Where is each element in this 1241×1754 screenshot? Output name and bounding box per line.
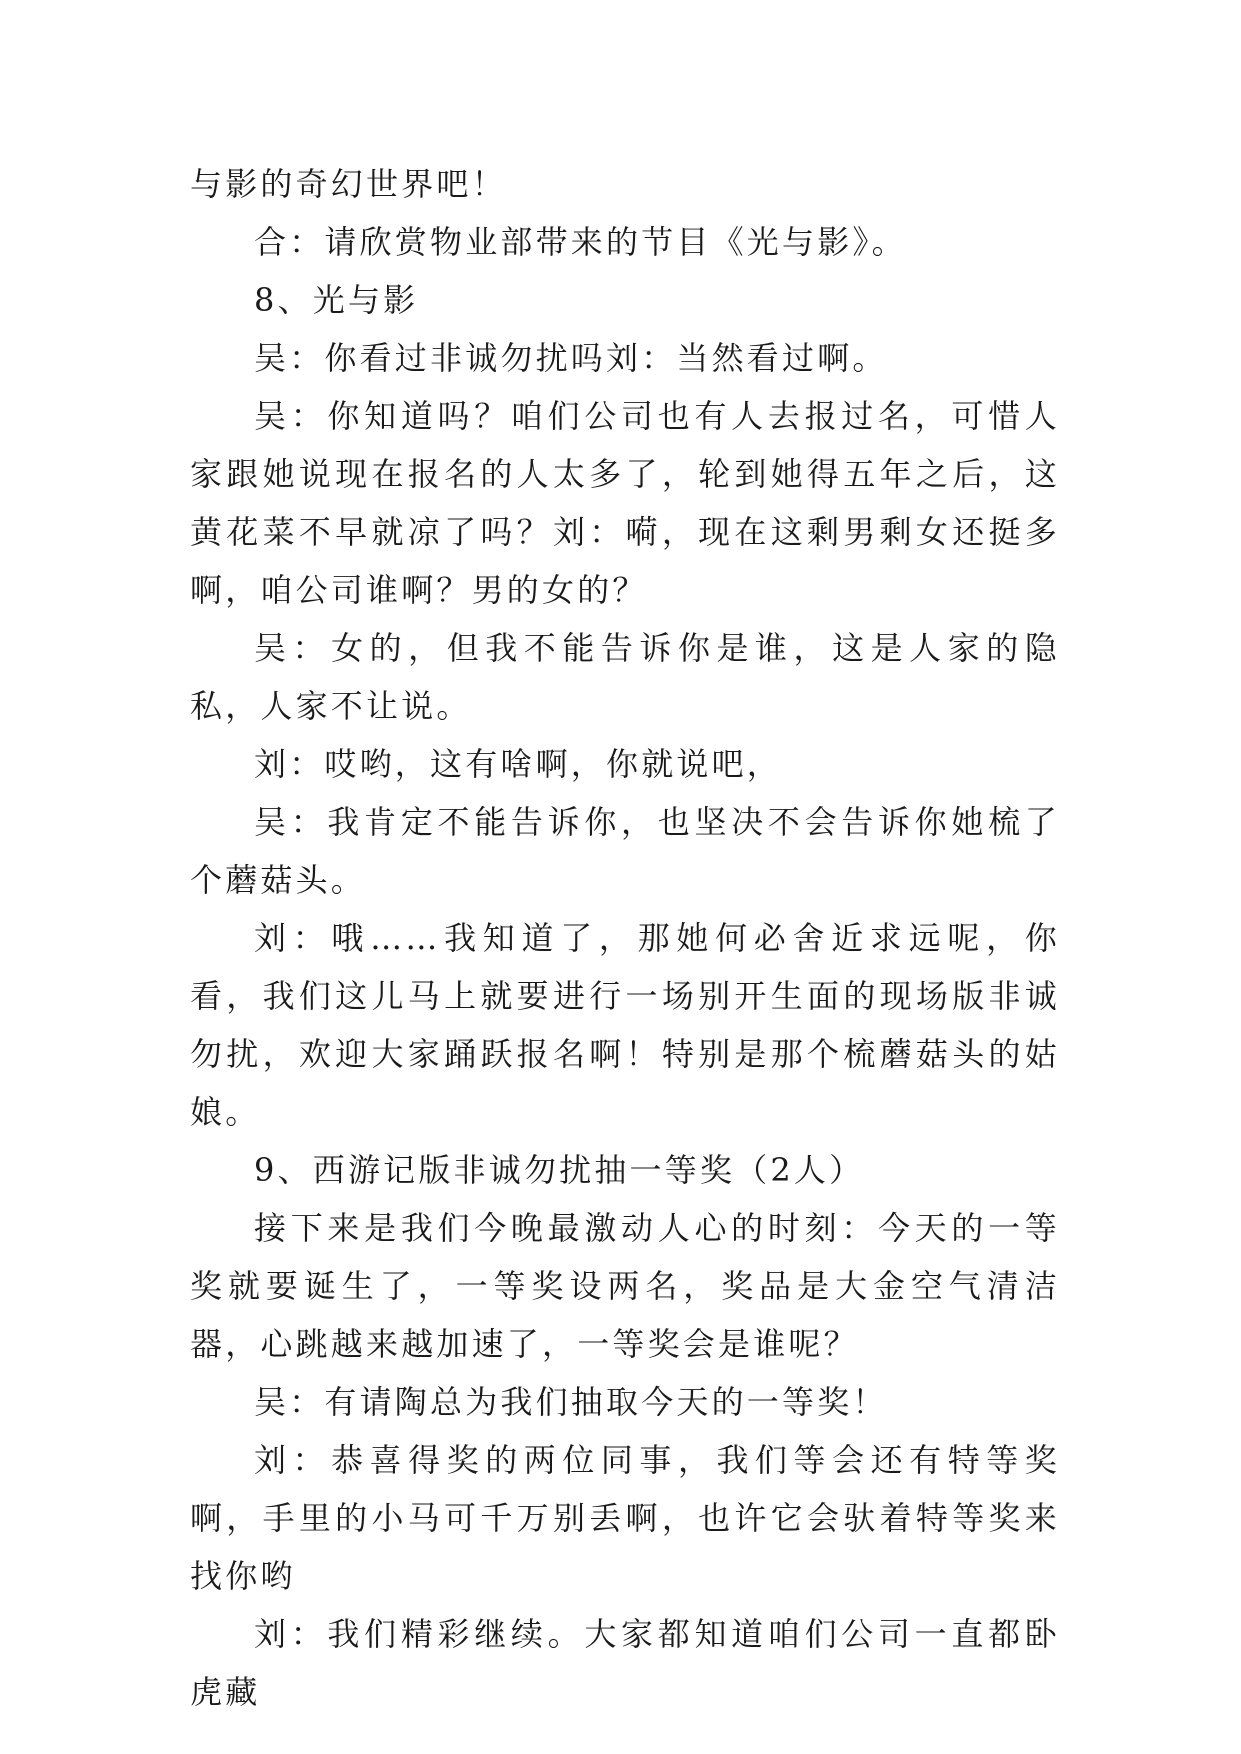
paragraph: 刘：哎哟，这有啥啊，你就说吧， bbox=[254, 745, 783, 783]
paragraph: 合：请欣赏物业部带来的节目《光与影》。 bbox=[254, 223, 907, 261]
paragraph: 吴：有请陶总为我们抽取今天的一等奖！ bbox=[254, 1383, 888, 1421]
paragraph: 吴：你看过非诚勿扰吗刘：当然看过啊。 bbox=[254, 339, 888, 377]
document-body bbox=[190, 155, 1060, 1721]
paragraph: 吴：我肯定不能告诉你，也坚决不会告诉你她梳了个蘑菇头。 bbox=[190, 803, 1060, 899]
paragraph: 刘：我们精彩继续。大家都知道咱们公司一直都卧虎藏 bbox=[190, 1615, 1060, 1711]
paragraph: 与影的奇幻世界吧！ bbox=[190, 165, 507, 203]
paragraph: 刘：哦……我知道了，那她何必舍近求远呢，你看，我们这儿马上就要进行一场别开生面的现场版非诚勿扰，欢迎大家踊跃报名啊！特别是那个梳蘑菇头的姑娘。 bbox=[190, 919, 1060, 1131]
section-heading: 9、西游记版非诚勿扰抽一等奖（2人） bbox=[254, 1151, 865, 1189]
section-heading: 8、光与影 bbox=[254, 281, 419, 319]
paragraph: 吴：女的，但我不能告诉你是谁，这是人家的隐私，人家不让说。 bbox=[190, 629, 1060, 725]
paragraph: 接下来是我们今晚最激动人心的时刻：今天的一等奖就要诞生了，一等奖设两名，奖品是大金空气清洁器，心跳越来越加速了，一等奖会是谁呢？ bbox=[190, 1209, 1060, 1363]
paragraph: 刘：恭喜得奖的两位同事，我们等会还有特等奖啊，手里的小马可千万别丢啊，也许它会驮着特等奖来找你哟 bbox=[190, 1441, 1060, 1595]
paragraph: 吴：你知道吗？咱们公司也有人去报过名，可惜人家跟她说现在报名的人太多了，轮到她得五年之后，这黄花菜不早就凉了吗？刘：嗬，现在这剩男剩女还挺多啊，咱公司谁啊？男的女的？ bbox=[190, 397, 1060, 609]
